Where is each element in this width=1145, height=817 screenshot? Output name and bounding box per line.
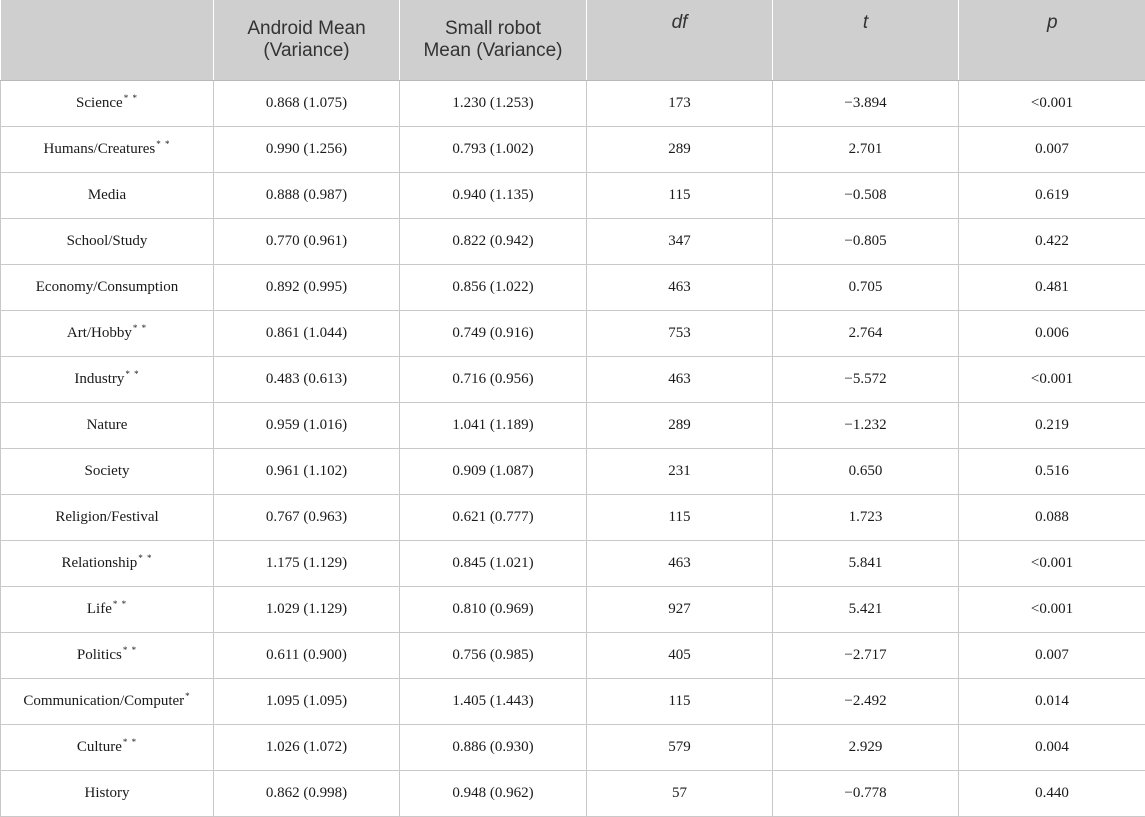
df-cell: 579 xyxy=(587,725,773,771)
category-label: Economy/Consumption xyxy=(36,279,179,295)
category-cell xyxy=(1,403,214,449)
category-cell xyxy=(1,449,214,495)
small-robot-mean-cell: 0.621 (0.777) xyxy=(400,495,587,541)
android-mean-cell: 0.483 (0.613) xyxy=(214,357,400,403)
t-cell: 2.701 xyxy=(773,127,959,173)
table-row xyxy=(1,725,1145,771)
t-cell: 5.421 xyxy=(773,587,959,633)
df-cell: 347 xyxy=(587,219,773,265)
table-row xyxy=(1,127,1145,173)
t-cell: 1.723 xyxy=(773,495,959,541)
table-row xyxy=(1,449,1145,495)
category-label: Relationship xyxy=(61,555,137,571)
small-robot-mean-cell: 0.845 (1.021) xyxy=(400,541,587,587)
p-cell: 0.014 xyxy=(959,679,1145,725)
header-df xyxy=(587,0,773,81)
header-android-mean xyxy=(214,0,400,81)
small-robot-mean-cell: 0.749 (0.916) xyxy=(400,311,587,357)
p-cell: 0.422 xyxy=(959,219,1145,265)
t-cell: −2.717 xyxy=(773,633,959,679)
significance-marker: * * xyxy=(123,737,137,747)
p-cell: <0.001 xyxy=(959,357,1145,403)
p-cell: 0.004 xyxy=(959,725,1145,771)
category-cell xyxy=(1,587,214,633)
p-cell: <0.001 xyxy=(959,81,1145,127)
category-label: Politics xyxy=(77,647,122,663)
p-cell: <0.001 xyxy=(959,587,1145,633)
significance-marker: * * xyxy=(125,369,139,379)
p-cell: 0.088 xyxy=(959,495,1145,541)
table-row xyxy=(1,265,1145,311)
category-cell xyxy=(1,541,214,587)
android-mean-cell: 1.029 (1.129) xyxy=(214,587,400,633)
df-cell: 57 xyxy=(587,771,773,817)
table-row xyxy=(1,311,1145,357)
df-cell: 115 xyxy=(587,173,773,219)
category-label: Religion/Festival xyxy=(55,509,158,525)
small-robot-mean-cell: 0.909 (1.087) xyxy=(400,449,587,495)
t-cell: 2.764 xyxy=(773,311,959,357)
android-mean-cell: 0.767 (0.963) xyxy=(214,495,400,541)
small-robot-mean-cell: 0.810 (0.969) xyxy=(400,587,587,633)
category-label: Communication/Computer xyxy=(23,693,184,709)
table-row xyxy=(1,81,1145,127)
t-cell: −0.778 xyxy=(773,771,959,817)
t-cell: −0.508 xyxy=(773,173,959,219)
p-cell: 0.007 xyxy=(959,127,1145,173)
p-cell: <0.001 xyxy=(959,541,1145,587)
t-cell: −5.572 xyxy=(773,357,959,403)
table-row xyxy=(1,495,1145,541)
header-small-robot-mean xyxy=(400,0,587,81)
category-cell xyxy=(1,265,214,311)
android-mean-cell: 0.990 (1.256) xyxy=(214,127,400,173)
category-label: History xyxy=(85,785,130,801)
android-mean-cell: 0.862 (0.998) xyxy=(214,771,400,817)
header-small-line1: Small robot xyxy=(400,18,586,40)
category-cell xyxy=(1,679,214,725)
small-robot-mean-cell: 1.230 (1.253) xyxy=(400,81,587,127)
category-label: School/Study xyxy=(67,233,148,249)
significance-marker: * * xyxy=(138,553,152,563)
android-mean-cell: 0.892 (0.995) xyxy=(214,265,400,311)
t-cell: −2.492 xyxy=(773,679,959,725)
small-robot-mean-cell: 1.041 (1.189) xyxy=(400,403,587,449)
header-df-label: df xyxy=(587,12,772,34)
category-label: Science xyxy=(76,95,123,111)
header-category xyxy=(1,0,214,81)
category-cell xyxy=(1,219,214,265)
category-cell xyxy=(1,633,214,679)
t-cell: −3.894 xyxy=(773,81,959,127)
android-mean-cell: 0.611 (0.900) xyxy=(214,633,400,679)
df-cell: 115 xyxy=(587,679,773,725)
table-header xyxy=(1,0,1145,81)
significance-marker: * * xyxy=(156,139,170,149)
category-cell xyxy=(1,81,214,127)
table-row xyxy=(1,587,1145,633)
android-mean-cell: 0.770 (0.961) xyxy=(214,219,400,265)
android-mean-cell: 0.868 (1.075) xyxy=(214,81,400,127)
significance-marker: * * xyxy=(123,645,137,655)
df-cell: 753 xyxy=(587,311,773,357)
df-cell: 231 xyxy=(587,449,773,495)
t-cell: 0.705 xyxy=(773,265,959,311)
small-robot-mean-cell: 0.886 (0.930) xyxy=(400,725,587,771)
category-label: Nature xyxy=(87,417,128,433)
android-mean-cell: 0.961 (1.102) xyxy=(214,449,400,495)
df-cell: 463 xyxy=(587,357,773,403)
small-robot-mean-cell: 0.940 (1.135) xyxy=(400,173,587,219)
category-label: Art/Hobby xyxy=(67,325,132,341)
header-p-label: p xyxy=(959,12,1145,34)
android-mean-cell: 1.026 (1.072) xyxy=(214,725,400,771)
small-robot-mean-cell: 0.756 (0.985) xyxy=(400,633,587,679)
significance-marker: * * xyxy=(133,323,147,333)
small-robot-mean-cell: 0.822 (0.942) xyxy=(400,219,587,265)
android-mean-cell: 0.861 (1.044) xyxy=(214,311,400,357)
p-cell: 0.516 xyxy=(959,449,1145,495)
category-cell xyxy=(1,173,214,219)
header-p xyxy=(959,0,1145,81)
table-body xyxy=(1,81,1145,817)
android-mean-cell: 0.959 (1.016) xyxy=(214,403,400,449)
df-cell: 927 xyxy=(587,587,773,633)
t-cell: 2.929 xyxy=(773,725,959,771)
category-cell xyxy=(1,495,214,541)
t-cell: 0.650 xyxy=(773,449,959,495)
category-label: Culture xyxy=(77,739,122,755)
category-label: Humans/Creatures xyxy=(44,141,156,157)
category-cell xyxy=(1,311,214,357)
header-android-line1: Android Mean xyxy=(214,18,399,40)
table-row xyxy=(1,357,1145,403)
df-cell: 405 xyxy=(587,633,773,679)
significance-marker: * xyxy=(185,691,191,701)
df-cell: 289 xyxy=(587,127,773,173)
df-cell: 289 xyxy=(587,403,773,449)
category-cell xyxy=(1,725,214,771)
t-cell: −1.232 xyxy=(773,403,959,449)
p-cell: 0.481 xyxy=(959,265,1145,311)
small-robot-mean-cell: 0.716 (0.956) xyxy=(400,357,587,403)
df-cell: 463 xyxy=(587,541,773,587)
small-robot-mean-cell: 0.948 (0.962) xyxy=(400,771,587,817)
p-cell: 0.007 xyxy=(959,633,1145,679)
table-row xyxy=(1,679,1145,725)
table-row xyxy=(1,403,1145,449)
small-robot-mean-cell: 1.405 (1.443) xyxy=(400,679,587,725)
table-row xyxy=(1,219,1145,265)
category-label: Industry xyxy=(74,371,124,387)
small-robot-mean-cell: 0.793 (1.002) xyxy=(400,127,587,173)
header-t-label: t xyxy=(773,12,958,34)
p-cell: 0.006 xyxy=(959,311,1145,357)
p-cell: 0.440 xyxy=(959,771,1145,817)
df-cell: 463 xyxy=(587,265,773,311)
p-cell: 0.219 xyxy=(959,403,1145,449)
android-mean-cell: 1.095 (1.095) xyxy=(214,679,400,725)
table-row xyxy=(1,633,1145,679)
android-mean-cell: 0.888 (0.987) xyxy=(214,173,400,219)
significance-marker: * * xyxy=(124,93,138,103)
table-row xyxy=(1,771,1145,817)
df-cell: 173 xyxy=(587,81,773,127)
android-mean-cell: 1.175 (1.129) xyxy=(214,541,400,587)
table-row xyxy=(1,541,1145,587)
category-cell xyxy=(1,357,214,403)
df-cell: 115 xyxy=(587,495,773,541)
category-label: Life xyxy=(87,601,112,617)
category-cell xyxy=(1,771,214,817)
t-cell: 5.841 xyxy=(773,541,959,587)
p-cell: 0.619 xyxy=(959,173,1145,219)
small-robot-mean-cell: 0.856 (1.022) xyxy=(400,265,587,311)
header-android-line2: (Variance) xyxy=(214,40,399,62)
t-cell: −0.805 xyxy=(773,219,959,265)
significance-marker: * * xyxy=(113,599,127,609)
header-t xyxy=(773,0,959,81)
category-label: Society xyxy=(85,463,130,479)
table-row xyxy=(1,173,1145,219)
category-label: Media xyxy=(88,187,126,203)
header-small-line2: Mean (Variance) xyxy=(400,40,586,62)
header-row xyxy=(1,0,1145,81)
category-cell xyxy=(1,127,214,173)
